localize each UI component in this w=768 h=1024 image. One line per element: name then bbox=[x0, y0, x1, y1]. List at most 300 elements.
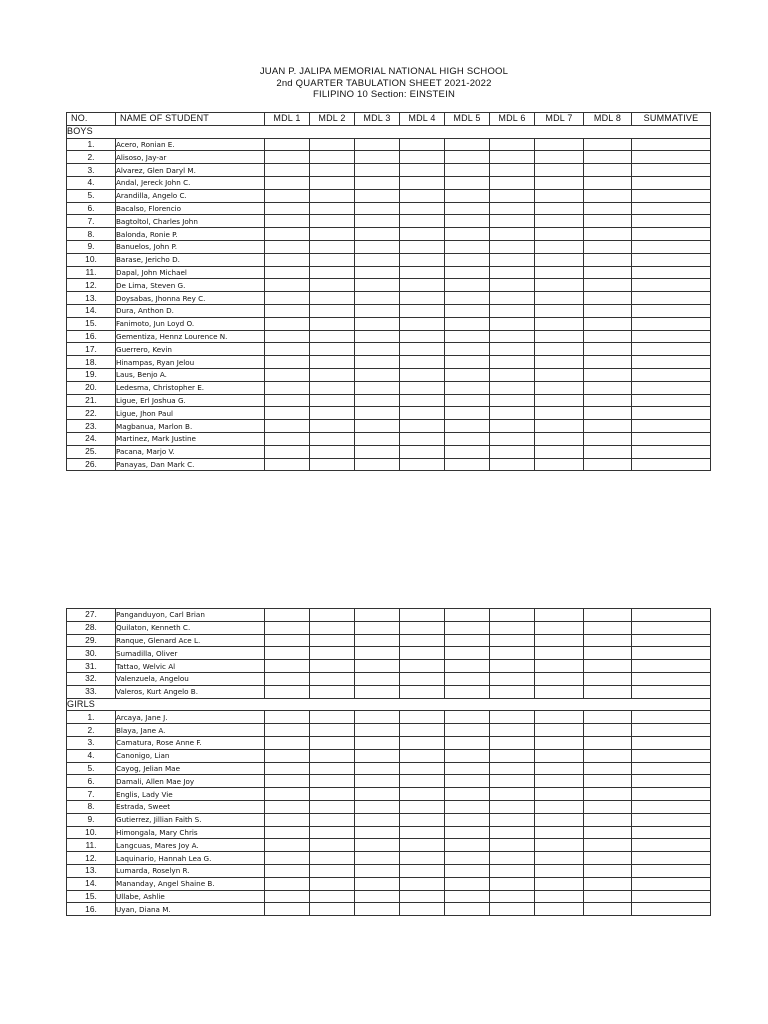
score-cell[interactable] bbox=[490, 839, 535, 852]
score-cell[interactable] bbox=[400, 903, 445, 916]
score-cell[interactable] bbox=[632, 304, 711, 317]
score-cell[interactable] bbox=[535, 266, 584, 279]
score-cell[interactable] bbox=[265, 317, 310, 330]
score-cell[interactable] bbox=[632, 381, 711, 394]
score-cell[interactable] bbox=[584, 138, 632, 151]
score-cell[interactable] bbox=[310, 138, 355, 151]
score-cell[interactable] bbox=[445, 826, 490, 839]
score-cell[interactable] bbox=[632, 151, 711, 164]
score-cell[interactable] bbox=[265, 788, 310, 801]
score-cell[interactable] bbox=[445, 890, 490, 903]
score-cell[interactable] bbox=[265, 762, 310, 775]
score-cell[interactable] bbox=[632, 749, 711, 762]
score-cell[interactable] bbox=[632, 458, 711, 471]
score-cell[interactable] bbox=[355, 685, 400, 698]
score-cell[interactable] bbox=[355, 852, 400, 865]
score-cell[interactable] bbox=[355, 381, 400, 394]
score-cell[interactable] bbox=[310, 266, 355, 279]
score-cell[interactable] bbox=[535, 164, 584, 177]
score-cell[interactable] bbox=[490, 800, 535, 813]
score-cell[interactable] bbox=[535, 432, 584, 445]
score-cell[interactable] bbox=[310, 304, 355, 317]
score-cell[interactable] bbox=[265, 368, 310, 381]
score-cell[interactable] bbox=[584, 151, 632, 164]
score-cell[interactable] bbox=[355, 762, 400, 775]
score-cell[interactable] bbox=[584, 394, 632, 407]
score-cell[interactable] bbox=[584, 609, 632, 622]
score-cell[interactable] bbox=[632, 672, 711, 685]
score-cell[interactable] bbox=[265, 215, 310, 228]
score-cell[interactable] bbox=[535, 775, 584, 788]
score-cell[interactable] bbox=[400, 368, 445, 381]
score-cell[interactable] bbox=[490, 788, 535, 801]
score-cell[interactable] bbox=[584, 292, 632, 305]
score-cell[interactable] bbox=[445, 215, 490, 228]
score-cell[interactable] bbox=[632, 215, 711, 228]
score-cell[interactable] bbox=[355, 164, 400, 177]
score-cell[interactable] bbox=[445, 253, 490, 266]
score-cell[interactable] bbox=[355, 138, 400, 151]
score-cell[interactable] bbox=[445, 356, 490, 369]
score-cell[interactable] bbox=[535, 839, 584, 852]
score-cell[interactable] bbox=[400, 647, 445, 660]
score-cell[interactable] bbox=[490, 736, 535, 749]
score-cell[interactable] bbox=[445, 762, 490, 775]
score-cell[interactable] bbox=[584, 317, 632, 330]
score-cell[interactable] bbox=[355, 660, 400, 673]
score-cell[interactable] bbox=[355, 813, 400, 826]
score-cell[interactable] bbox=[632, 724, 711, 737]
score-cell[interactable] bbox=[490, 240, 535, 253]
score-cell[interactable] bbox=[445, 813, 490, 826]
score-cell[interactable] bbox=[584, 749, 632, 762]
score-cell[interactable] bbox=[400, 711, 445, 724]
score-cell[interactable] bbox=[445, 279, 490, 292]
score-cell[interactable] bbox=[400, 202, 445, 215]
score-cell[interactable] bbox=[265, 864, 310, 877]
score-cell[interactable] bbox=[535, 151, 584, 164]
score-cell[interactable] bbox=[490, 202, 535, 215]
score-cell[interactable] bbox=[310, 749, 355, 762]
score-cell[interactable] bbox=[400, 775, 445, 788]
score-cell[interactable] bbox=[265, 151, 310, 164]
score-cell[interactable] bbox=[535, 176, 584, 189]
score-cell[interactable] bbox=[310, 445, 355, 458]
score-cell[interactable] bbox=[310, 240, 355, 253]
score-cell[interactable] bbox=[310, 253, 355, 266]
score-cell[interactable] bbox=[490, 381, 535, 394]
score-cell[interactable] bbox=[400, 432, 445, 445]
score-cell[interactable] bbox=[355, 304, 400, 317]
score-cell[interactable] bbox=[445, 621, 490, 634]
score-cell[interactable] bbox=[535, 420, 584, 433]
score-cell[interactable] bbox=[445, 240, 490, 253]
score-cell[interactable] bbox=[310, 368, 355, 381]
score-cell[interactable] bbox=[400, 890, 445, 903]
score-cell[interactable] bbox=[355, 800, 400, 813]
score-cell[interactable] bbox=[535, 343, 584, 356]
score-cell[interactable] bbox=[535, 749, 584, 762]
score-cell[interactable] bbox=[400, 621, 445, 634]
score-cell[interactable] bbox=[265, 685, 310, 698]
score-cell[interactable] bbox=[445, 788, 490, 801]
score-cell[interactable] bbox=[265, 176, 310, 189]
score-cell[interactable] bbox=[310, 279, 355, 292]
score-cell[interactable] bbox=[355, 279, 400, 292]
score-cell[interactable] bbox=[584, 240, 632, 253]
score-cell[interactable] bbox=[265, 813, 310, 826]
score-cell[interactable] bbox=[490, 634, 535, 647]
score-cell[interactable] bbox=[490, 775, 535, 788]
score-cell[interactable] bbox=[632, 762, 711, 775]
score-cell[interactable] bbox=[265, 164, 310, 177]
score-cell[interactable] bbox=[265, 458, 310, 471]
score-cell[interactable] bbox=[445, 800, 490, 813]
score-cell[interactable] bbox=[584, 266, 632, 279]
score-cell[interactable] bbox=[400, 164, 445, 177]
score-cell[interactable] bbox=[584, 852, 632, 865]
score-cell[interactable] bbox=[265, 407, 310, 420]
score-cell[interactable] bbox=[355, 151, 400, 164]
score-cell[interactable] bbox=[584, 343, 632, 356]
score-cell[interactable] bbox=[632, 775, 711, 788]
score-cell[interactable] bbox=[535, 813, 584, 826]
score-cell[interactable] bbox=[355, 330, 400, 343]
score-cell[interactable] bbox=[310, 317, 355, 330]
score-cell[interactable] bbox=[355, 432, 400, 445]
score-cell[interactable] bbox=[310, 621, 355, 634]
score-cell[interactable] bbox=[535, 228, 584, 241]
score-cell[interactable] bbox=[584, 164, 632, 177]
score-cell[interactable] bbox=[265, 202, 310, 215]
score-cell[interactable] bbox=[535, 368, 584, 381]
score-cell[interactable] bbox=[490, 609, 535, 622]
score-cell[interactable] bbox=[265, 647, 310, 660]
score-cell[interactable] bbox=[584, 368, 632, 381]
score-cell[interactable] bbox=[490, 164, 535, 177]
score-cell[interactable] bbox=[400, 749, 445, 762]
score-cell[interactable] bbox=[355, 215, 400, 228]
score-cell[interactable] bbox=[400, 445, 445, 458]
score-cell[interactable] bbox=[535, 788, 584, 801]
score-cell[interactable] bbox=[265, 228, 310, 241]
score-cell[interactable] bbox=[445, 749, 490, 762]
score-cell[interactable] bbox=[310, 330, 355, 343]
score-cell[interactable] bbox=[400, 839, 445, 852]
score-cell[interactable] bbox=[445, 839, 490, 852]
score-cell[interactable] bbox=[445, 458, 490, 471]
score-cell[interactable] bbox=[355, 189, 400, 202]
score-cell[interactable] bbox=[310, 381, 355, 394]
score-cell[interactable] bbox=[632, 788, 711, 801]
score-cell[interactable] bbox=[584, 458, 632, 471]
score-cell[interactable] bbox=[265, 138, 310, 151]
score-cell[interactable] bbox=[490, 647, 535, 660]
score-cell[interactable] bbox=[400, 736, 445, 749]
score-cell[interactable] bbox=[355, 394, 400, 407]
score-cell[interactable] bbox=[355, 621, 400, 634]
score-cell[interactable] bbox=[584, 202, 632, 215]
score-cell[interactable] bbox=[355, 724, 400, 737]
score-cell[interactable] bbox=[535, 215, 584, 228]
score-cell[interactable] bbox=[584, 279, 632, 292]
score-cell[interactable] bbox=[535, 356, 584, 369]
score-cell[interactable] bbox=[584, 839, 632, 852]
score-cell[interactable] bbox=[400, 609, 445, 622]
score-cell[interactable] bbox=[490, 228, 535, 241]
score-cell[interactable] bbox=[400, 864, 445, 877]
score-cell[interactable] bbox=[445, 164, 490, 177]
score-cell[interactable] bbox=[400, 317, 445, 330]
score-cell[interactable] bbox=[400, 176, 445, 189]
score-cell[interactable] bbox=[632, 800, 711, 813]
score-cell[interactable] bbox=[310, 903, 355, 916]
score-cell[interactable] bbox=[490, 685, 535, 698]
score-cell[interactable] bbox=[265, 724, 310, 737]
score-cell[interactable] bbox=[535, 381, 584, 394]
score-cell[interactable] bbox=[535, 330, 584, 343]
score-cell[interactable] bbox=[310, 647, 355, 660]
score-cell[interactable] bbox=[400, 253, 445, 266]
score-cell[interactable] bbox=[535, 634, 584, 647]
score-cell[interactable] bbox=[310, 458, 355, 471]
score-cell[interactable] bbox=[445, 864, 490, 877]
score-cell[interactable] bbox=[535, 685, 584, 698]
score-cell[interactable] bbox=[490, 749, 535, 762]
score-cell[interactable] bbox=[632, 343, 711, 356]
score-cell[interactable] bbox=[632, 813, 711, 826]
score-cell[interactable] bbox=[535, 189, 584, 202]
score-cell[interactable] bbox=[265, 826, 310, 839]
score-cell[interactable] bbox=[400, 356, 445, 369]
score-cell[interactable] bbox=[445, 189, 490, 202]
score-cell[interactable] bbox=[445, 724, 490, 737]
score-cell[interactable] bbox=[445, 317, 490, 330]
score-cell[interactable] bbox=[490, 724, 535, 737]
score-cell[interactable] bbox=[265, 445, 310, 458]
score-cell[interactable] bbox=[445, 266, 490, 279]
score-cell[interactable] bbox=[355, 864, 400, 877]
score-cell[interactable] bbox=[445, 672, 490, 685]
score-cell[interactable] bbox=[584, 826, 632, 839]
score-cell[interactable] bbox=[310, 292, 355, 305]
score-cell[interactable] bbox=[584, 189, 632, 202]
score-cell[interactable] bbox=[490, 368, 535, 381]
score-cell[interactable] bbox=[490, 151, 535, 164]
score-cell[interactable] bbox=[400, 877, 445, 890]
score-cell[interactable] bbox=[400, 800, 445, 813]
score-cell[interactable] bbox=[490, 292, 535, 305]
score-cell[interactable] bbox=[490, 279, 535, 292]
score-cell[interactable] bbox=[632, 852, 711, 865]
score-cell[interactable] bbox=[632, 407, 711, 420]
score-cell[interactable] bbox=[632, 228, 711, 241]
score-cell[interactable] bbox=[584, 621, 632, 634]
score-cell[interactable] bbox=[535, 864, 584, 877]
score-cell[interactable] bbox=[355, 240, 400, 253]
score-cell[interactable] bbox=[265, 711, 310, 724]
score-cell[interactable] bbox=[490, 903, 535, 916]
score-cell[interactable] bbox=[584, 381, 632, 394]
score-cell[interactable] bbox=[535, 660, 584, 673]
score-cell[interactable] bbox=[490, 826, 535, 839]
score-cell[interactable] bbox=[445, 176, 490, 189]
score-cell[interactable] bbox=[535, 877, 584, 890]
score-cell[interactable] bbox=[490, 304, 535, 317]
score-cell[interactable] bbox=[535, 407, 584, 420]
score-cell[interactable] bbox=[584, 407, 632, 420]
score-cell[interactable] bbox=[265, 189, 310, 202]
score-cell[interactable] bbox=[265, 381, 310, 394]
score-cell[interactable] bbox=[355, 458, 400, 471]
score-cell[interactable] bbox=[310, 800, 355, 813]
score-cell[interactable] bbox=[584, 215, 632, 228]
score-cell[interactable] bbox=[265, 800, 310, 813]
score-cell[interactable] bbox=[445, 343, 490, 356]
score-cell[interactable] bbox=[355, 672, 400, 685]
score-cell[interactable] bbox=[400, 660, 445, 673]
score-cell[interactable] bbox=[310, 813, 355, 826]
score-cell[interactable] bbox=[355, 202, 400, 215]
score-cell[interactable] bbox=[535, 903, 584, 916]
score-cell[interactable] bbox=[632, 394, 711, 407]
score-cell[interactable] bbox=[584, 672, 632, 685]
score-cell[interactable] bbox=[445, 368, 490, 381]
score-cell[interactable] bbox=[632, 890, 711, 903]
score-cell[interactable] bbox=[400, 394, 445, 407]
score-cell[interactable] bbox=[400, 813, 445, 826]
score-cell[interactable] bbox=[310, 432, 355, 445]
score-cell[interactable] bbox=[400, 685, 445, 698]
score-cell[interactable] bbox=[355, 711, 400, 724]
score-cell[interactable] bbox=[490, 343, 535, 356]
score-cell[interactable] bbox=[265, 330, 310, 343]
score-cell[interactable] bbox=[584, 660, 632, 673]
score-cell[interactable] bbox=[265, 903, 310, 916]
score-cell[interactable] bbox=[632, 736, 711, 749]
score-cell[interactable] bbox=[535, 317, 584, 330]
score-cell[interactable] bbox=[355, 343, 400, 356]
score-cell[interactable] bbox=[632, 685, 711, 698]
score-cell[interactable] bbox=[355, 788, 400, 801]
score-cell[interactable] bbox=[632, 164, 711, 177]
score-cell[interactable] bbox=[584, 788, 632, 801]
score-cell[interactable] bbox=[265, 343, 310, 356]
score-cell[interactable] bbox=[584, 890, 632, 903]
score-cell[interactable] bbox=[355, 749, 400, 762]
score-cell[interactable] bbox=[265, 432, 310, 445]
score-cell[interactable] bbox=[632, 877, 711, 890]
score-cell[interactable] bbox=[445, 711, 490, 724]
score-cell[interactable] bbox=[632, 420, 711, 433]
score-cell[interactable] bbox=[535, 279, 584, 292]
score-cell[interactable] bbox=[310, 189, 355, 202]
score-cell[interactable] bbox=[632, 189, 711, 202]
score-cell[interactable] bbox=[400, 138, 445, 151]
score-cell[interactable] bbox=[445, 151, 490, 164]
score-cell[interactable] bbox=[400, 292, 445, 305]
score-cell[interactable] bbox=[445, 685, 490, 698]
score-cell[interactable] bbox=[535, 458, 584, 471]
score-cell[interactable] bbox=[632, 279, 711, 292]
score-cell[interactable] bbox=[584, 304, 632, 317]
score-cell[interactable] bbox=[632, 330, 711, 343]
score-cell[interactable] bbox=[355, 775, 400, 788]
score-cell[interactable] bbox=[355, 317, 400, 330]
score-cell[interactable] bbox=[310, 864, 355, 877]
score-cell[interactable] bbox=[632, 609, 711, 622]
score-cell[interactable] bbox=[265, 304, 310, 317]
score-cell[interactable] bbox=[310, 839, 355, 852]
score-cell[interactable] bbox=[490, 138, 535, 151]
score-cell[interactable] bbox=[445, 138, 490, 151]
score-cell[interactable] bbox=[400, 672, 445, 685]
score-cell[interactable] bbox=[584, 736, 632, 749]
score-cell[interactable] bbox=[310, 672, 355, 685]
score-cell[interactable] bbox=[265, 266, 310, 279]
score-cell[interactable] bbox=[310, 407, 355, 420]
score-cell[interactable] bbox=[310, 736, 355, 749]
score-cell[interactable] bbox=[490, 394, 535, 407]
score-cell[interactable] bbox=[445, 445, 490, 458]
score-cell[interactable] bbox=[355, 368, 400, 381]
score-cell[interactable] bbox=[490, 672, 535, 685]
score-cell[interactable] bbox=[535, 292, 584, 305]
score-cell[interactable] bbox=[310, 343, 355, 356]
score-cell[interactable] bbox=[265, 877, 310, 890]
score-cell[interactable] bbox=[310, 394, 355, 407]
score-cell[interactable] bbox=[490, 330, 535, 343]
score-cell[interactable] bbox=[400, 330, 445, 343]
score-cell[interactable] bbox=[632, 634, 711, 647]
score-cell[interactable] bbox=[445, 775, 490, 788]
score-cell[interactable] bbox=[400, 724, 445, 737]
score-cell[interactable] bbox=[490, 253, 535, 266]
score-cell[interactable] bbox=[265, 775, 310, 788]
score-cell[interactable] bbox=[632, 839, 711, 852]
score-cell[interactable] bbox=[310, 228, 355, 241]
score-cell[interactable] bbox=[535, 711, 584, 724]
score-cell[interactable] bbox=[584, 356, 632, 369]
score-cell[interactable] bbox=[490, 445, 535, 458]
score-cell[interactable] bbox=[310, 420, 355, 433]
score-cell[interactable] bbox=[490, 356, 535, 369]
score-cell[interactable] bbox=[265, 839, 310, 852]
score-cell[interactable] bbox=[400, 279, 445, 292]
score-cell[interactable] bbox=[490, 660, 535, 673]
score-cell[interactable] bbox=[535, 800, 584, 813]
score-cell[interactable] bbox=[632, 445, 711, 458]
score-cell[interactable] bbox=[490, 266, 535, 279]
score-cell[interactable] bbox=[355, 903, 400, 916]
score-cell[interactable] bbox=[310, 164, 355, 177]
score-cell[interactable] bbox=[490, 890, 535, 903]
score-cell[interactable] bbox=[265, 621, 310, 634]
score-cell[interactable] bbox=[310, 634, 355, 647]
score-cell[interactable] bbox=[265, 253, 310, 266]
score-cell[interactable] bbox=[310, 852, 355, 865]
score-cell[interactable] bbox=[584, 330, 632, 343]
score-cell[interactable] bbox=[355, 266, 400, 279]
score-cell[interactable] bbox=[535, 394, 584, 407]
score-cell[interactable] bbox=[535, 826, 584, 839]
score-cell[interactable] bbox=[632, 317, 711, 330]
score-cell[interactable] bbox=[584, 864, 632, 877]
score-cell[interactable] bbox=[632, 621, 711, 634]
score-cell[interactable] bbox=[445, 394, 490, 407]
score-cell[interactable] bbox=[265, 890, 310, 903]
score-cell[interactable] bbox=[445, 852, 490, 865]
